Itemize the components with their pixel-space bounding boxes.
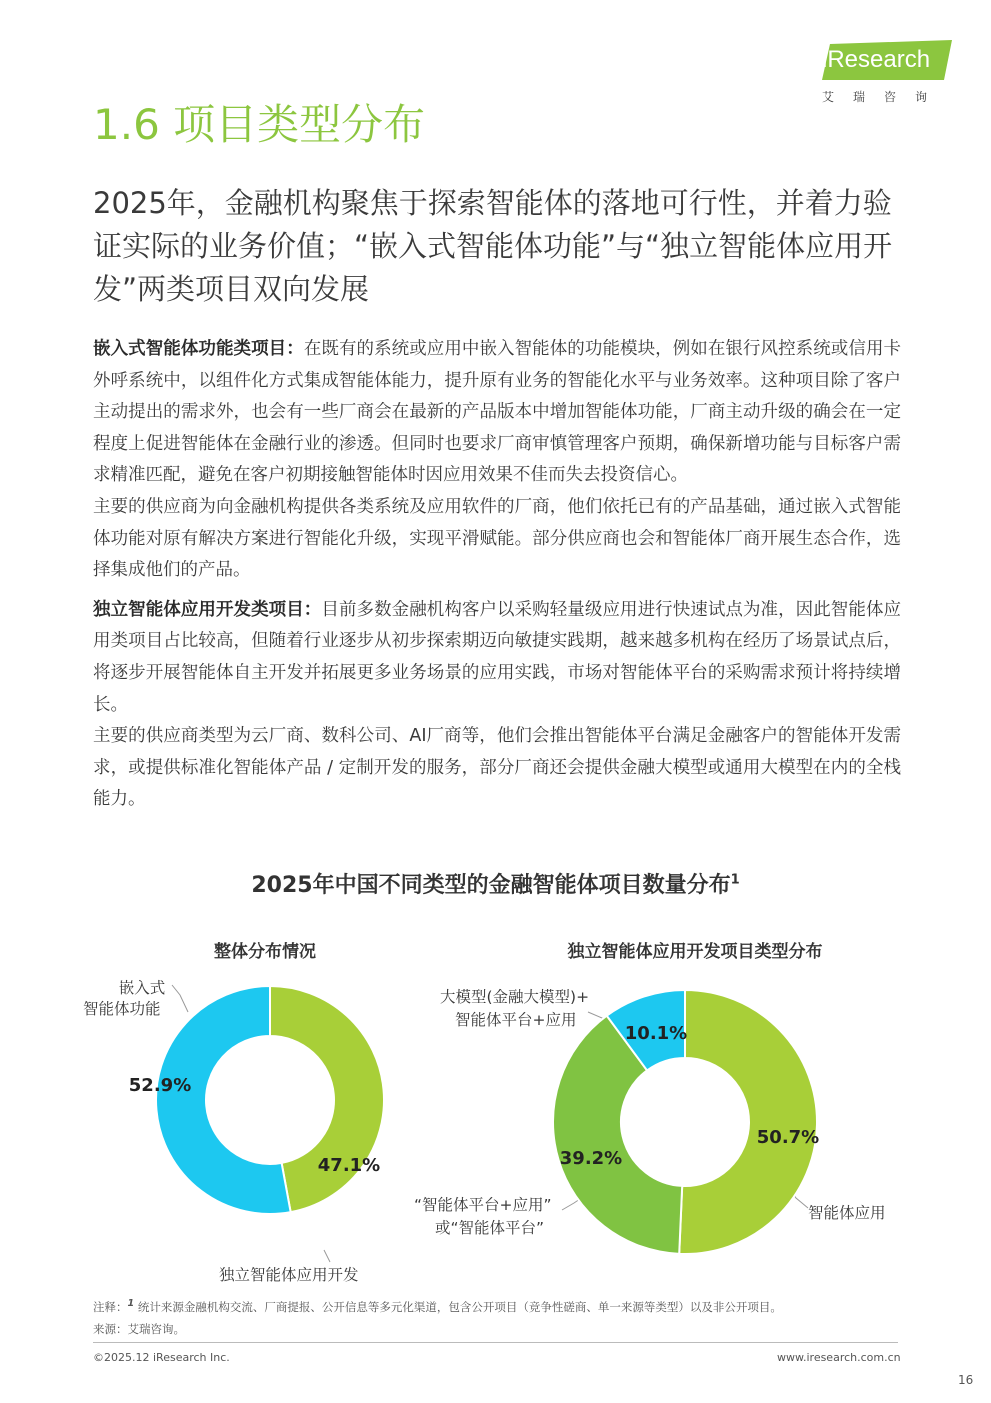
section-text: 在既有的系统或应用中嵌入智能体的功能模块，例如在银行风控系统或信用卡外呼系统中，以组件化方式集成智能体能力，提升原有业务的智能化水平与业务效率。这种项目除了客户主动提出的需求外，也会有一些厂商会在最新的产品版本中增加智能体功能，厂商主动升级的确会在一定程度上促进智能体在金融行业的渗透。但同时也要求厂商审慎管理客户预期，确保新增功能与目标客户需求精准匹配，避免在客户初期接触智能体时因应用效果不佳而失去投资信心。 bbox=[93, 339, 902, 486]
source-note: 来源：艾瑞咨询。 bbox=[93, 1322, 185, 1336]
chart-title-footnote: 1 bbox=[730, 872, 740, 888]
footer-copyright: ©2025.12 iResearch Inc. bbox=[93, 1351, 230, 1364]
page-number: 16 bbox=[958, 1373, 974, 1387]
chart2-label-platform-line2: 或“智能体平台” bbox=[435, 1219, 545, 1237]
slice-value-label: 10.1% bbox=[624, 1023, 688, 1044]
chart2-title: 独立智能体应用开发项目类型分布 bbox=[567, 942, 823, 962]
section-heading: 独立智能体应用开发类项目： bbox=[93, 599, 322, 620]
page-subtitle: 2025年，金融机构聚焦于探索智能体的落地可行性，并着力验证实际的业务价值；“嵌入式智能体功能”与“独立智能体应用开发”两类项目双向发展 bbox=[93, 186, 893, 306]
slice-value-label: 52.9% bbox=[128, 1075, 192, 1096]
chart1-title: 整体分布情况 bbox=[214, 942, 316, 962]
logo-text: iResearch bbox=[822, 46, 931, 73]
chart1-label-embedded-line1: 嵌入式 bbox=[118, 979, 166, 997]
iresearch-logo bbox=[822, 38, 957, 108]
donut-slice bbox=[270, 986, 384, 1212]
chart-title-text: 2025年中国不同类型的金融智能体项目数量分布 bbox=[251, 873, 731, 898]
note-text: 统计来源金融机构交流、厂商提报、公开信息等多元化渠道，包含公开项目（竞争性磋商、单一来源等类型）以及非公开项目。 bbox=[137, 1299, 782, 1314]
chart2-donut bbox=[553, 990, 820, 1254]
chart1-label-independent: 独立智能体应用开发 bbox=[219, 1266, 359, 1284]
footnote bbox=[93, 1298, 782, 1315]
chart1-leader-independent bbox=[324, 1250, 330, 1262]
section-followup: 主要的供应商为向金融机构提供各类系统及应用软件的厂商，他们依托已有的产品基础，通过嵌入式智能体功能对原有解决方案进行智能化升级，实现平滑赋能。部分供应商也会和智能体厂商开展生态合作，选择集成他们的产品。 bbox=[93, 496, 901, 581]
logo-subtitle: 艾瑞咨询 bbox=[822, 90, 947, 104]
chart-title bbox=[0, 868, 991, 899]
section-embedded bbox=[93, 334, 901, 492]
section-heading: 嵌入式智能体功能类项目： bbox=[93, 339, 304, 359]
slice-value-label: 39.2% bbox=[559, 1148, 623, 1169]
chart2-label-platform-line1: “智能体平台+应用” bbox=[414, 1196, 552, 1214]
section-followup: 主要的供应商类型为云厂商、数科公司、AI厂商等，他们会推出智能体平台满足金融客户的智能体开发需求，或提供标准化智能体产品 / 定制开发的服务，部分厂商还会提供金融大模型或通用大模型在内的全栈能力。 bbox=[93, 726, 901, 810]
section-text: 目前多数金融机构客户以采购轻量级应用进行快速试点为准，因此智能体应用类项目占比较高，但随着行业逐步从初步探索期迈向敏捷实践期，越来越多机构在经历了场景试点后，将逐步开展智能体自主开发并拓展更多业务场景的应用实践，市场对智能体平台的采购需求预计将持续增长。 bbox=[93, 599, 902, 715]
note-prefix: 注释： bbox=[93, 1299, 128, 1314]
donut-slice bbox=[679, 990, 820, 1254]
section-independent bbox=[93, 595, 901, 721]
footer-url[interactable]: www.iresearch.com.cn bbox=[777, 1351, 901, 1364]
note-sup: 1 bbox=[127, 1298, 135, 1309]
body-text bbox=[93, 334, 901, 816]
chart1-label-embedded-line2: 智能体功能 bbox=[83, 1000, 161, 1018]
footer-divider bbox=[93, 1342, 898, 1343]
chart2-label-llm-line1: 大模型(金融大模型)+ bbox=[440, 988, 590, 1006]
slice-value-label: 47.1% bbox=[317, 1155, 381, 1176]
chart2-label-app: 智能体应用 bbox=[808, 1204, 886, 1222]
donut-slice bbox=[156, 986, 291, 1214]
slice-value-label: 50.7% bbox=[756, 1127, 820, 1148]
chart2-label-llm-line2: 智能体平台+应用 bbox=[455, 1011, 577, 1029]
page-title: 1.6 项目类型分布 bbox=[93, 100, 426, 149]
